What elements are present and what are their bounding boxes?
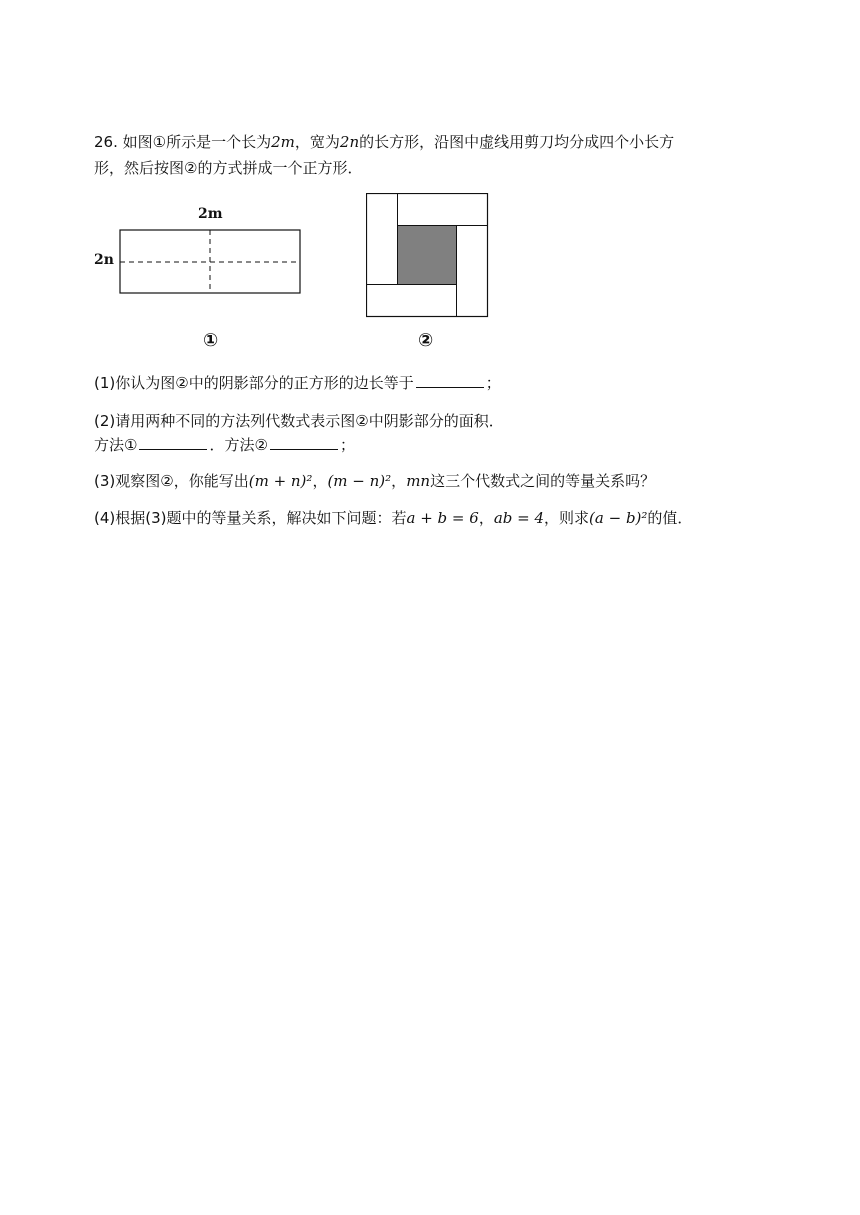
- text-segment: ；: [485, 374, 501, 392]
- text-segment: ，: [391, 472, 407, 490]
- circled-number: ①: [152, 133, 167, 151]
- math-expression: 2m: [271, 133, 295, 151]
- question-2-text: [94, 412, 504, 430]
- figure-2: [366, 193, 490, 322]
- text-segment: 中阴影部分的面积．: [368, 412, 504, 430]
- circled-number: ②: [175, 374, 189, 392]
- problem-intro-text: [123, 133, 675, 151]
- problem-intro-text-2: [94, 159, 362, 177]
- circled-number: ②: [254, 436, 268, 454]
- text-segment: 中的阴影部分的正方形的边长等于: [188, 374, 414, 392]
- text-segment: (2)请用两种不同的方法列代数式表示图: [94, 412, 356, 430]
- math-expression: (a − b)²: [589, 509, 648, 527]
- problem-intro-line2: [94, 157, 362, 179]
- text-segment: 方法: [94, 436, 125, 454]
- text-segment: ；: [339, 436, 355, 454]
- question-2-methods: [94, 434, 355, 456]
- math-expression: a + b = 6: [406, 509, 479, 527]
- question-1-text: [94, 374, 501, 392]
- text-segment: 的值．: [647, 509, 693, 527]
- text-segment: 的方式拼成一个正方形．: [197, 159, 363, 177]
- figure-1: [90, 200, 310, 309]
- text-segment: ，: [478, 509, 494, 527]
- math-expression: mn: [406, 472, 431, 490]
- question-2: [94, 410, 504, 432]
- figure-1-label-width: 2n: [94, 252, 114, 268]
- text-segment: ，: [312, 472, 328, 490]
- question-1: [94, 372, 501, 394]
- math-expression: 2n: [339, 133, 360, 151]
- text-segment: 这三个代数式之间的等量关系吗？: [430, 472, 656, 490]
- problem-number: 26.: [94, 133, 118, 151]
- problem-intro-line1: [94, 131, 674, 153]
- text-segment: ，宽为: [294, 133, 340, 151]
- math-expression: ab = 4: [493, 509, 545, 527]
- circled-number: ②: [355, 412, 369, 430]
- text-segment: ．方法: [209, 436, 255, 454]
- question-3: [94, 470, 655, 492]
- answer-blank: [416, 373, 484, 388]
- text-segment: 所示是一个长为: [166, 133, 272, 151]
- question-2-methods-text: [94, 436, 355, 454]
- text-segment: (4)根据(3)题中的等量关系，解决如下问题：若: [94, 509, 407, 527]
- question-4-text: [94, 509, 692, 527]
- answer-blank: [139, 435, 207, 450]
- circled-number: ②: [160, 472, 174, 490]
- text-segment: (1)你认为图: [94, 374, 176, 392]
- shaded-square: [398, 226, 457, 285]
- answer-blank: [270, 435, 338, 450]
- text-segment: 形，然后按图: [94, 159, 185, 177]
- figure-1-label-length: 2m: [198, 206, 223, 222]
- text-segment: 如图: [122, 133, 153, 151]
- circled-number: ②: [184, 159, 198, 177]
- figure-1-caption: ①: [203, 330, 219, 351]
- figure-2-drawing: [366, 193, 490, 318]
- text-segment: ，则求: [544, 509, 590, 527]
- text-segment: (3)观察图: [94, 472, 161, 490]
- math-expression: (m + n)²: [248, 472, 313, 490]
- figure-2-caption: ②: [418, 330, 434, 351]
- text-segment: ，你能写出: [173, 472, 249, 490]
- circled-number: ①: [124, 436, 138, 454]
- math-expression: (m − n)²: [327, 472, 392, 490]
- question-4: [94, 507, 692, 529]
- question-3-text: [94, 472, 655, 490]
- text-segment: 的长方形，沿图中虚线用剪刀均分成四个小长方: [359, 133, 675, 151]
